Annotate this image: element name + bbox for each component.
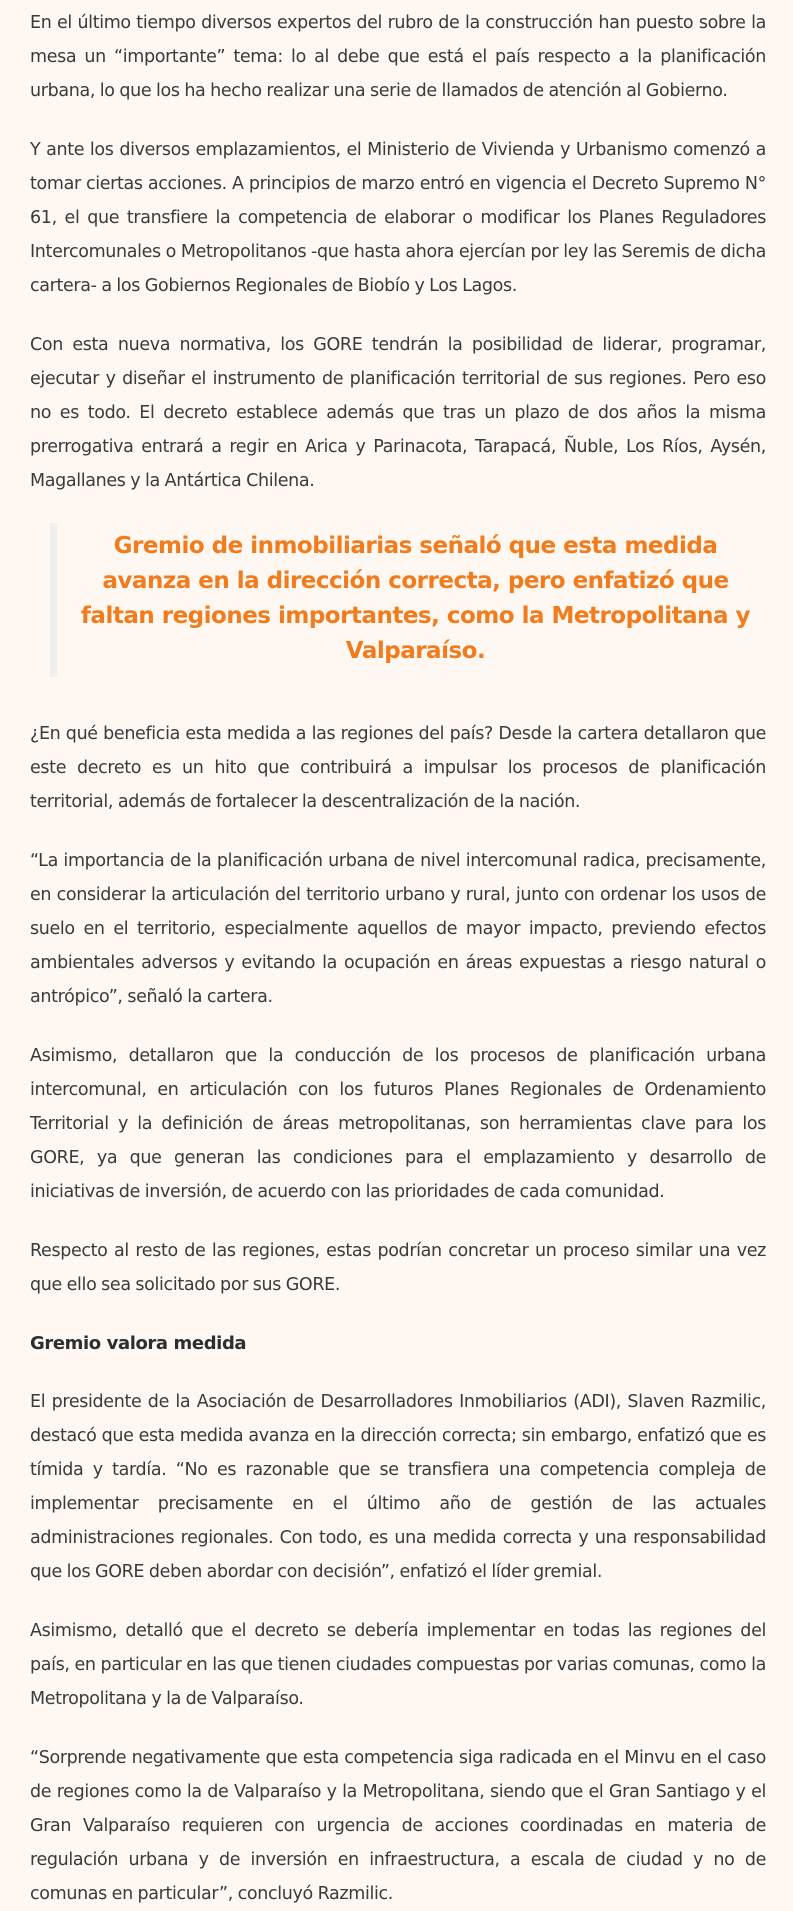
article-paragraph: Asimismo, detallaron que la conducción de los procesos de planificación urbana intercomunal, en articulación con los futuros Planes Regionales de Ordenamiento Territorial y la definición de áreas metropolitanas, son herramientas clave para los GORE, ya que generan las condiciones para el emplazamiento y desarrollo de iniciativas de inversión, de acuerdo con las prioridades de cada comunidad. <box>30 1046 766 1202</box>
article-paragraph: En el último tiempo diversos expertos del rubro de la construcción han puesto sobre la mesa un “importante” tema: lo al debe que está el país respecto a la planificación urbana, lo que los ha hecho realizar una serie de llamados de atención al Gobierno. <box>30 13 766 101</box>
section-subheading: Gremio valora medida <box>30 1333 247 1354</box>
article-paragraph: Respecto al resto de las regiones, estas podrían concretar un proceso similar una vez que ello sea solicitado por sus GORE. <box>30 1241 766 1295</box>
pull-quote <box>50 523 766 677</box>
article-paragraph: Y ante los diversos emplazamientos, el Ministerio de Vivienda y Urbanismo comenzó a tomar ciertas acciones. A principios de marzo entró en vigencia el Decreto Supremo N° 61, el que transfiere la competencia de elaborar o modificar los Planes Reguladores Intercomunales o Metropolitanos -que hasta ahora ejercían por ley las Seremis de dicha cartera- a los Gobiernos Regionales de Biobío y Los Lagos. <box>30 140 766 296</box>
article-paragraph: Asimismo, detalló que el decreto se debería implementar en todas las regiones del país, en particular en las que tienen ciudades compuestas por varias comunas, como la Metropolitana y la de Valparaíso. <box>30 1621 766 1709</box>
article-paragraph: ¿En qué beneficia esta medida a las regiones del país? Desde la cartera detallaron que este decreto es un hito que contribuirá a impulsar los procesos de planificación territorial, además de fortalecer la descentralización de la nación. <box>30 724 766 812</box>
pull-quote-text: Gremio de inmobiliarias señaló que esta medida avanza en la dirección correcta, pero enfatizó que faltan regiones importantes, como la Metropolitana y Valparaíso. <box>80 533 751 664</box>
article-paragraph: “Sorprende negativamente que esta competencia siga radicada en el Minvu en el caso de regiones como la de Valparaíso y la Metropolitana, siendo que el Gran Santiago y el Gran Valparaíso requieren con urgencia de acciones coordinadas en materia de regulación urbana y de inversión en infraestructura, a escala de ciudad y no de comunas en particular”, concluyó Razmilic. <box>30 1748 766 1904</box>
article-paragraph: Con esta nueva normativa, los GORE tendrán la posibilidad de liderar, programar, ejecutar y diseñar el instrumento de planificación territorial de sus regiones. Pero eso no es todo. El decreto establece además que tras un plazo de dos años la misma prerrogativa entrará a regir en Arica y Parinacota, Tarapacá, Ñuble, Los Ríos, Aysén, Magallanes y la Antártica Chilena. <box>30 335 766 491</box>
article-paragraph: El presidente de la Asociación de Desarrolladores Inmobiliarios (ADI), Slaven Razmilic, destacó que esta medida avanza en la dirección correcta; sin embargo, enfatizó que es tímida y tardía. “No es razonable que se transfiera una competencia compleja de implementar precisamente en el último año de gestión de las actuales administraciones regionales. Con todo, es una medida correcta y una responsabilidad que los GORE deben abordar con decisión”, enfatizó el líder gremial. <box>30 1392 766 1582</box>
article-paragraph: “La importancia de la planificación urbana de nivel intercomunal radica, precisamente, en considerar la articulación del territorio urbano y rural, junto con ordenar los usos de suelo en el territorio, especialmente aquellos de mayor impacto, previendo efectos ambientales adversos y evitando la ocupación en áreas expuestas a riesgo natural o antrópico”, señaló la cartera. <box>30 851 766 1007</box>
